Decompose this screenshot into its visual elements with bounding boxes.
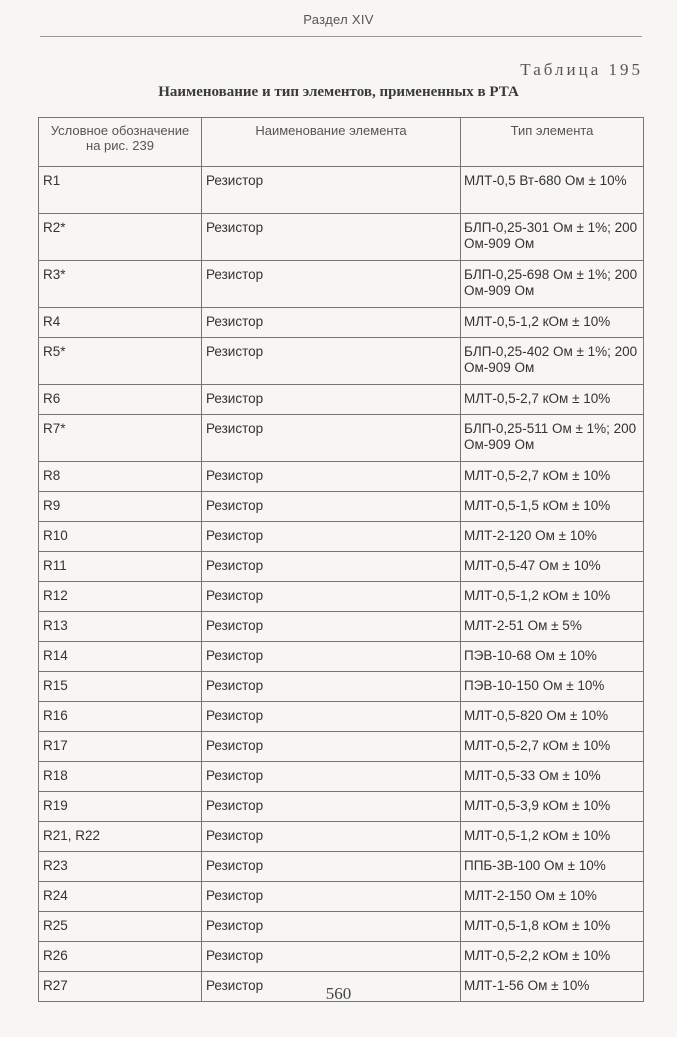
cell-designation: R4 (39, 308, 202, 338)
cell-element-name: Резистор (202, 612, 461, 642)
cell-element-type: МЛТ-2-51 Ом ± 5% (461, 612, 644, 642)
cell-designation: R6 (39, 385, 202, 415)
cell-designation: R15 (39, 672, 202, 702)
table-row (39, 338, 644, 385)
table-row (39, 732, 644, 762)
cell-element-type: МЛТ-0,5-1,2 кОм ± 10% (461, 308, 644, 338)
table-row (39, 702, 644, 732)
cell-element-type: МЛТ-0,5-820 Ом ± 10% (461, 702, 644, 732)
table-row (39, 261, 644, 308)
cell-element-type: МЛТ-0,5-33 Ом ± 10% (461, 762, 644, 792)
cell-element-name: Резистор (202, 882, 461, 912)
table-row (39, 942, 644, 972)
cell-designation: R27 (39, 972, 202, 1002)
table-row (39, 852, 644, 882)
cell-element-type: МЛТ-2-120 Ом ± 10% (461, 522, 644, 552)
cell-designation: R19 (39, 792, 202, 822)
cell-element-type: БЛП-0,25-301 Ом ± 1%; 200 Ом-909 Ом (461, 214, 644, 261)
table-row (39, 415, 644, 462)
table-row (39, 492, 644, 522)
cell-element-name: Резистор (202, 972, 461, 1002)
cell-element-name: Резистор (202, 732, 461, 762)
cell-designation: R21, R22 (39, 822, 202, 852)
cell-designation: R12 (39, 582, 202, 612)
page-number: 560 (325, 984, 352, 1003)
table-row (39, 672, 644, 702)
cell-element-type: БЛП-0,25-511 Ом ± 1%; 200 Ом-909 Ом (461, 415, 644, 462)
cell-designation: R17 (39, 732, 202, 762)
cell-element-type: ПЭВ-10-150 Ом ± 10% (461, 672, 644, 702)
cell-element-name: Резистор (202, 338, 461, 385)
cell-element-type: МЛТ-0,5-1,2 кОм ± 10% (461, 822, 644, 852)
cell-element-name: Резистор (202, 942, 461, 972)
table-row (39, 822, 644, 852)
cell-designation: R10 (39, 522, 202, 552)
cell-element-type: БЛП-0,25-698 Ом ± 1%; 200 Ом-909 Ом (461, 261, 644, 308)
cell-designation: R7* (39, 415, 202, 462)
table-row (39, 582, 644, 612)
cell-designation: R26 (39, 942, 202, 972)
cell-element-type: МЛТ-0,5-2,7 кОм ± 10% (461, 462, 644, 492)
table-header-row (39, 118, 644, 167)
table-row (39, 167, 644, 214)
table-label: Таблица 195 (520, 60, 643, 79)
cell-designation: R18 (39, 762, 202, 792)
cell-element-name: Резистор (202, 522, 461, 552)
cell-element-name: Резистор (202, 672, 461, 702)
cell-element-name: Резистор (202, 792, 461, 822)
cell-designation: R23 (39, 852, 202, 882)
cell-element-type: МЛТ-1-56 Ом ± 10% (461, 972, 644, 1002)
table-row (39, 385, 644, 415)
cell-element-name: Резистор (202, 822, 461, 852)
cell-designation: R5* (39, 338, 202, 385)
cell-element-type: МЛТ-0,5 Вт-680 Ом ± 10% (461, 167, 644, 214)
table-row (39, 214, 644, 261)
table-row (39, 912, 644, 942)
table-row (39, 522, 644, 552)
cell-element-type: МЛТ-0,5-2,7 кОм ± 10% (461, 732, 644, 762)
cell-element-type: БЛП-0,25-402 Ом ± 1%; 200 Ом-909 Ом (461, 338, 644, 385)
cell-element-name: Резистор (202, 912, 461, 942)
cell-element-type: МЛТ-0,5-1,8 кОм ± 10% (461, 912, 644, 942)
table-body (39, 167, 644, 1002)
table-row (39, 308, 644, 338)
cell-element-type: МЛТ-0,5-1,5 кОм ± 10% (461, 492, 644, 522)
cell-designation: R14 (39, 642, 202, 672)
section-header: Раздел XIV (303, 12, 374, 27)
cell-element-type: ППБ-3В-100 Ом ± 10% (461, 852, 644, 882)
elements-table (38, 117, 644, 1002)
cell-element-type: МЛТ-0,5-1,2 кОм ± 10% (461, 582, 644, 612)
cell-designation: R24 (39, 882, 202, 912)
cell-designation: R8 (39, 462, 202, 492)
table-row (39, 792, 644, 822)
cell-element-type: МЛТ-0,5-2,7 кОм ± 10% (461, 385, 644, 415)
cell-element-name: Резистор (202, 415, 461, 462)
cell-element-type: ПЭВ-10-68 Ом ± 10% (461, 642, 644, 672)
cell-designation: R9 (39, 492, 202, 522)
table-caption: Наименование и тип элементов, примененных в РТА (158, 84, 519, 100)
cell-element-name: Резистор (202, 642, 461, 672)
table-row (39, 552, 644, 582)
cell-element-name: Резистор (202, 762, 461, 792)
cell-element-name: Резистор (202, 385, 461, 415)
header-rule (40, 36, 642, 37)
cell-designation: R2* (39, 214, 202, 261)
column-header-type: Тип элемента (461, 118, 644, 167)
cell-element-name: Резистор (202, 582, 461, 612)
cell-element-name: Резистор (202, 261, 461, 308)
cell-designation: R13 (39, 612, 202, 642)
table-row (39, 462, 644, 492)
cell-element-type: МЛТ-0,5-2,2 кОм ± 10% (461, 942, 644, 972)
cell-element-name: Резистор (202, 492, 461, 522)
cell-element-name: Резистор (202, 308, 461, 338)
cell-element-name: Резистор (202, 702, 461, 732)
cell-designation: R3* (39, 261, 202, 308)
column-header-designation: Условное обозначение на рис. 239 (39, 118, 202, 167)
cell-element-type: МЛТ-0,5-3,9 кОм ± 10% (461, 792, 644, 822)
cell-element-name: Резистор (202, 852, 461, 882)
cell-designation: R11 (39, 552, 202, 582)
table-row (39, 762, 644, 792)
cell-element-name: Резистор (202, 214, 461, 261)
cell-element-type: МЛТ-2-150 Ом ± 10% (461, 882, 644, 912)
cell-designation: R25 (39, 912, 202, 942)
cell-designation: R16 (39, 702, 202, 732)
table-row (39, 642, 644, 672)
cell-element-name: Резистор (202, 167, 461, 214)
cell-element-name: Резистор (202, 462, 461, 492)
table-row (39, 882, 644, 912)
cell-designation: R1 (39, 167, 202, 214)
column-header-name: Наименование элемента (202, 118, 461, 167)
table-row (39, 612, 644, 642)
cell-element-name: Резистор (202, 552, 461, 582)
cell-element-type: МЛТ-0,5-47 Ом ± 10% (461, 552, 644, 582)
